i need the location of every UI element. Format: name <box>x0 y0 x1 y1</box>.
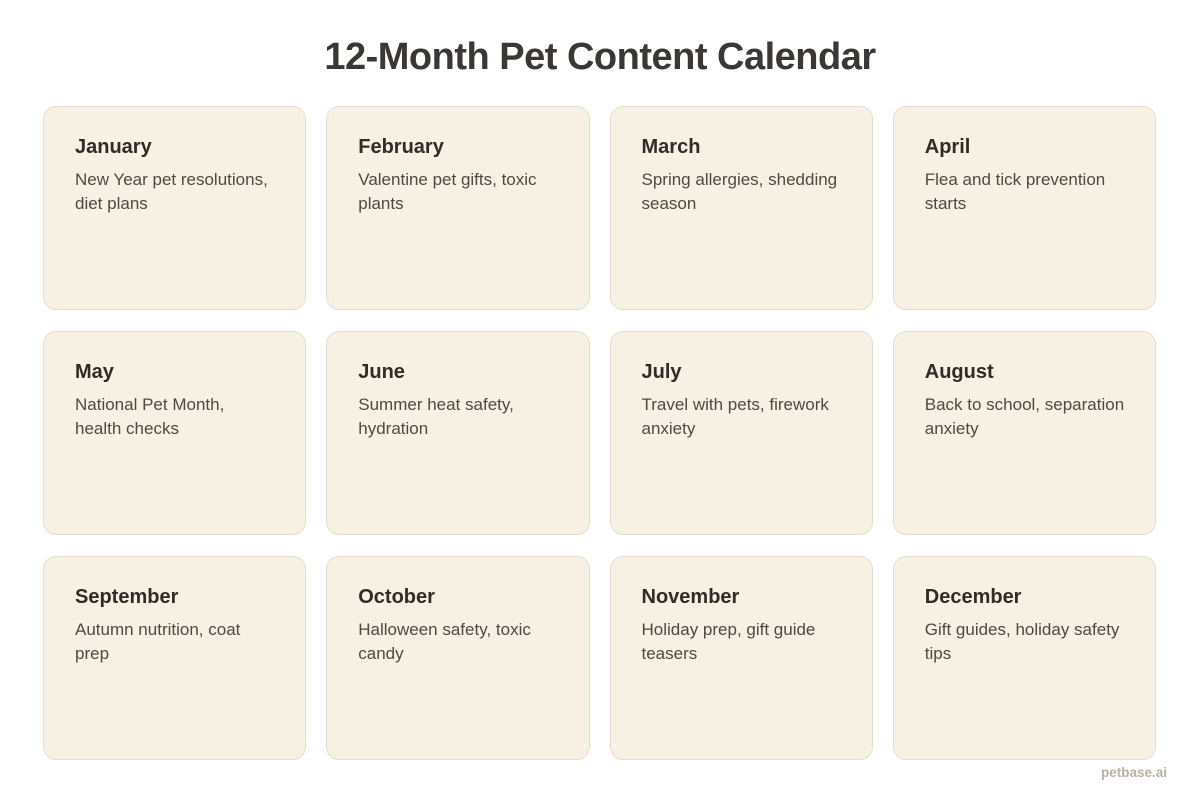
month-card-june <box>326 331 589 535</box>
month-card-september <box>43 556 306 760</box>
month-card-january <box>43 106 306 310</box>
page-title: 12-Month Pet Content Calendar <box>324 36 876 78</box>
month-topics: Autumn nutrition, coat prep <box>75 620 241 663</box>
month-grid <box>43 106 1156 760</box>
month-name: February <box>358 136 444 158</box>
month-name: May <box>75 361 114 383</box>
month-topics: Flea and tick prevention starts <box>924 170 1106 213</box>
month-topics: Travel with pets, firework anxiety <box>641 395 829 438</box>
month-topics: Holiday prep, gift guide teasers <box>641 620 816 663</box>
month-name: January <box>75 136 152 158</box>
month-card-july <box>610 331 873 535</box>
month-topics: Spring allergies, shedding season <box>641 170 838 213</box>
month-topics: Valentine pet gifts, toxic plants <box>358 170 537 213</box>
month-topics: Gift guides, holiday safety tips <box>924 620 1120 663</box>
month-name: March <box>641 136 701 158</box>
month-card-april <box>893 106 1156 310</box>
month-name: October <box>358 586 435 608</box>
month-name: September <box>75 586 179 608</box>
month-name: April <box>924 136 971 158</box>
month-topics: Summer heat safety, hydration <box>358 395 514 438</box>
month-card-august <box>893 331 1156 535</box>
month-name: July <box>641 361 682 383</box>
month-topics: Back to school, separation anxiety <box>924 395 1125 438</box>
month-card-march <box>610 106 873 310</box>
month-topics: New Year pet resolutions, diet plans <box>75 170 268 213</box>
month-topics: National Pet Month, health checks <box>75 395 225 438</box>
month-name: December <box>924 586 1022 608</box>
month-topics: Halloween safety, toxic candy <box>358 620 531 663</box>
month-card-december <box>893 556 1156 760</box>
month-card-february <box>326 106 589 310</box>
month-name: August <box>924 361 994 383</box>
month-name: November <box>641 586 740 608</box>
watermark-petbase: petbase.ai <box>1100 765 1167 780</box>
month-card-may <box>43 331 306 535</box>
month-name: June <box>358 361 405 383</box>
month-card-november <box>610 556 873 760</box>
month-card-october <box>326 556 589 760</box>
